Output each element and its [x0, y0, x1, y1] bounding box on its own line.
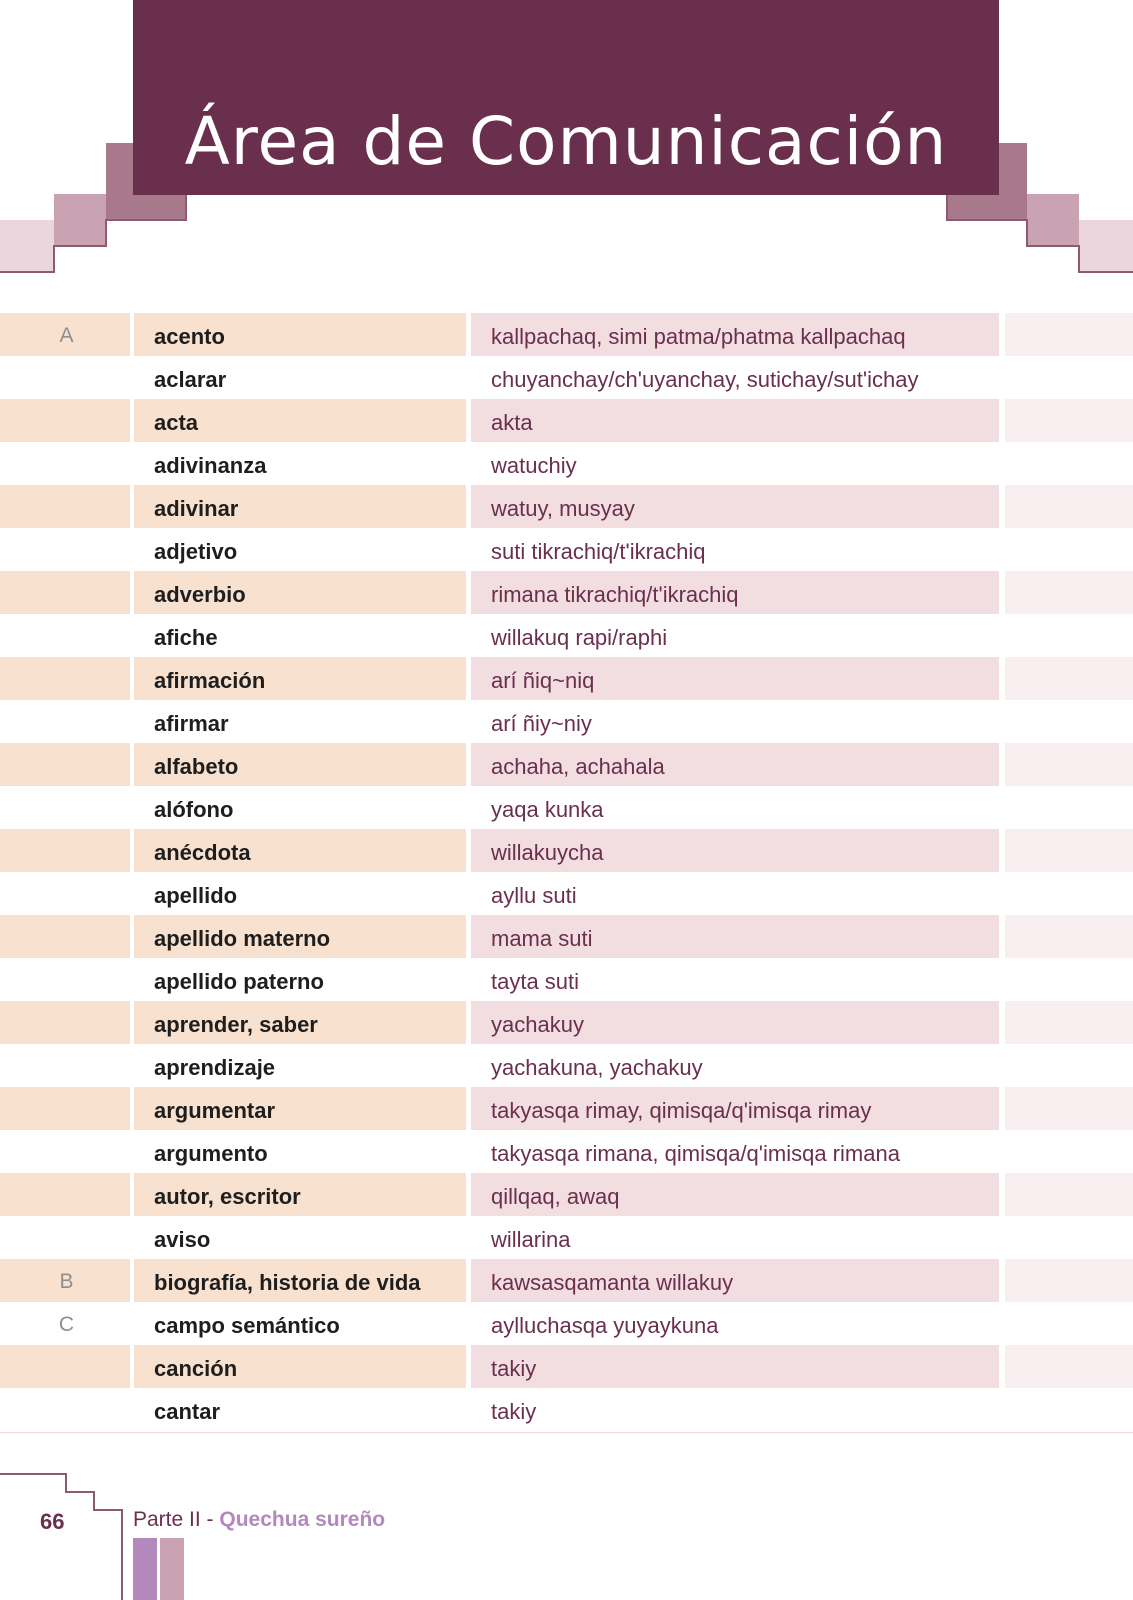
term-cell — [133, 1345, 469, 1388]
cell-gap — [466, 1001, 471, 1044]
letter-cell — [0, 1044, 133, 1087]
table-row — [0, 528, 1133, 571]
spanish-term: canción — [154, 1356, 238, 1381]
table-row — [0, 1130, 1133, 1173]
term-cell — [133, 1044, 469, 1087]
cell-gap — [130, 485, 134, 528]
definition-cell — [469, 1044, 1133, 1087]
table-row — [0, 786, 1133, 829]
term-cell — [133, 1173, 469, 1216]
table-row — [0, 1044, 1133, 1087]
footer-label — [133, 1508, 385, 1532]
table-row — [0, 442, 1133, 485]
term-cell — [133, 571, 469, 614]
quechua-translation: suti tikrachiq/t'ikrachiq — [491, 539, 706, 564]
definition-cell — [469, 571, 1133, 614]
page-number: 66 — [40, 1509, 65, 1534]
term-cell — [133, 915, 469, 958]
definition-cell — [469, 528, 1133, 571]
term-cell — [133, 786, 469, 829]
cell-gap — [130, 1087, 134, 1130]
cell-gap — [466, 829, 471, 872]
letter-cell — [0, 1001, 133, 1044]
table-row — [0, 1001, 1133, 1044]
cell-gap — [466, 1087, 471, 1130]
table-row — [0, 700, 1133, 743]
letter-cell — [0, 657, 133, 700]
glossary-table — [0, 313, 1133, 1431]
letter-cell — [0, 442, 133, 485]
quechua-translation: arí ñiy~niy — [491, 711, 592, 736]
spanish-term: acta — [154, 410, 199, 435]
letter-cell — [0, 1216, 133, 1259]
cell-gap — [130, 1001, 134, 1044]
definition-cell — [469, 958, 1133, 1001]
table-row — [0, 743, 1133, 786]
cell-gap — [466, 743, 471, 786]
quechua-translation: rimana tikrachiq/t'ikrachiq — [491, 582, 739, 607]
spanish-term: campo semántico — [154, 1313, 340, 1338]
definition-cell — [469, 313, 1133, 356]
cell-gap — [130, 571, 134, 614]
table-row — [0, 657, 1133, 700]
spanish-term: alófono — [154, 797, 234, 822]
table-row — [0, 1173, 1133, 1216]
definition-cell — [469, 915, 1133, 958]
quechua-translation: yaqa kunka — [491, 797, 604, 822]
quechua-translation: takiy — [491, 1399, 537, 1424]
header-banner — [133, 0, 999, 195]
definition-cell — [469, 399, 1133, 442]
term-cell — [133, 1259, 469, 1302]
quechua-translation: yachakuna, yachakuy — [491, 1055, 703, 1080]
page-title: Área de Comunicación — [184, 102, 948, 180]
spanish-term: alfabeto — [154, 754, 239, 779]
table-row — [0, 915, 1133, 958]
spanish-term: afirmación — [154, 668, 266, 693]
letter-cell — [0, 700, 133, 743]
table-bottom-rule — [0, 1432, 1133, 1433]
footer-separator: - — [206, 1508, 214, 1531]
definition-cell — [469, 356, 1133, 399]
cell-gap — [466, 313, 471, 356]
letter-cell — [0, 1388, 133, 1431]
letter-cell — [0, 528, 133, 571]
spanish-term: afirmar — [154, 711, 229, 736]
spanish-term: afiche — [154, 625, 218, 650]
quechua-translation: arí ñiq~niq — [491, 668, 595, 693]
cell-gap — [466, 485, 471, 528]
cell-gap — [130, 313, 134, 356]
table-row — [0, 571, 1133, 614]
definition-cell — [469, 700, 1133, 743]
spanish-term: aprendizaje — [154, 1055, 276, 1080]
term-cell — [133, 657, 469, 700]
term-cell — [133, 743, 469, 786]
definition-cell — [469, 872, 1133, 915]
spanish-term: adverbio — [154, 582, 246, 607]
spanish-term: aclarar — [154, 367, 227, 392]
definition-cell — [469, 442, 1133, 485]
cell-gap — [466, 1345, 471, 1388]
term-cell — [133, 442, 469, 485]
term-cell — [133, 614, 469, 657]
definition-cell — [469, 485, 1133, 528]
spanish-term: argumento — [154, 1141, 268, 1166]
term-cell — [133, 1001, 469, 1044]
term-cell — [133, 528, 469, 571]
quechua-translation: watuy, musyay — [491, 496, 635, 521]
cell-gap — [130, 399, 134, 442]
table-row — [0, 1302, 1133, 1345]
table-row — [0, 1259, 1133, 1302]
term-cell — [133, 958, 469, 1001]
letter-cell — [0, 1302, 133, 1345]
footer-section-label: Quechua sureño — [219, 1508, 386, 1531]
table-row — [0, 958, 1133, 1001]
quechua-translation: yachakuy — [491, 1012, 584, 1037]
spanish-term: cantar — [154, 1399, 221, 1424]
letter-cell — [0, 1087, 133, 1130]
table-row — [0, 614, 1133, 657]
quechua-translation: kawsasqamanta willakuy — [491, 1270, 734, 1295]
quechua-translation: aylluchasqa yuyaykuna — [491, 1313, 719, 1338]
table-row — [0, 872, 1133, 915]
spanish-term: apellido materno — [154, 926, 331, 951]
cell-gap — [130, 915, 134, 958]
definition-cell — [469, 1345, 1133, 1388]
spanish-term: acento — [154, 324, 225, 349]
definition-cell — [469, 786, 1133, 829]
quechua-translation: achaha, achahala — [491, 754, 665, 779]
table-row — [0, 1345, 1133, 1388]
definition-cell — [469, 1087, 1133, 1130]
cell-gap — [130, 657, 134, 700]
section-letter: B — [59, 1270, 74, 1293]
definition-cell — [469, 1216, 1133, 1259]
quechua-translation: willakuycha — [491, 840, 604, 865]
cell-gap — [130, 743, 134, 786]
spanish-term: apellido — [154, 883, 238, 908]
table-row — [0, 1388, 1133, 1431]
cell-gap — [130, 1345, 134, 1388]
quechua-translation: takyasqa rimay, qimisqa/q'imisqa rimay — [491, 1098, 872, 1123]
definition-cell — [469, 1173, 1133, 1216]
term-cell — [133, 872, 469, 915]
cell-gap — [130, 1259, 134, 1302]
cell-gap — [466, 915, 471, 958]
table-row — [0, 399, 1133, 442]
table-row — [0, 485, 1133, 528]
letter-cell — [0, 1345, 133, 1388]
quechua-translation: takyasqa rimana, qimisqa/q'imisqa rimana — [491, 1141, 900, 1166]
table-row — [0, 1216, 1133, 1259]
quechua-translation: takiy — [491, 1356, 537, 1381]
definition-cell — [469, 1001, 1133, 1044]
section-letter: C — [58, 1313, 75, 1336]
spanish-term: apellido paterno — [154, 969, 324, 994]
letter-cell — [0, 313, 133, 356]
spanish-term: adjetivo — [154, 539, 238, 564]
definition-cell — [469, 743, 1133, 786]
letter-cell — [0, 1130, 133, 1173]
quechua-translation: mama suti — [491, 926, 593, 951]
letter-cell — [0, 571, 133, 614]
quechua-translation: ayllu suti — [491, 883, 577, 908]
letter-cell — [0, 1173, 133, 1216]
quechua-translation: tayta suti — [491, 969, 580, 994]
term-cell — [133, 313, 469, 356]
spanish-term: biografía, historia de vida — [154, 1270, 421, 1295]
term-cell — [133, 829, 469, 872]
table-row — [0, 313, 1133, 356]
cell-gap — [466, 657, 471, 700]
term-cell — [133, 1087, 469, 1130]
table-row — [0, 1087, 1133, 1130]
footer-part-label: Parte II — [133, 1508, 201, 1531]
letter-cell — [0, 614, 133, 657]
spanish-term: autor, escritor — [154, 1184, 301, 1209]
spanish-term: aviso — [154, 1227, 211, 1252]
term-cell — [133, 1302, 469, 1345]
spanish-term: aprender, saber — [154, 1012, 318, 1037]
quechua-translation: watuchiy — [491, 453, 577, 478]
spanish-term: adivinar — [154, 496, 239, 521]
term-cell — [133, 356, 469, 399]
letter-cell — [0, 786, 133, 829]
definition-cell — [469, 1302, 1133, 1345]
term-cell — [133, 485, 469, 528]
term-cell — [133, 1388, 469, 1431]
footer-decoration — [0, 1470, 200, 1600]
spanish-term: anécdota — [154, 840, 251, 865]
definition-cell — [469, 657, 1133, 700]
cell-gap — [466, 1259, 471, 1302]
letter-cell — [0, 872, 133, 915]
cell-gap — [130, 829, 134, 872]
letter-cell — [0, 915, 133, 958]
definition-cell — [469, 829, 1133, 872]
quechua-translation: willakuq rapi/raphi — [491, 625, 668, 650]
quechua-translation: akta — [491, 410, 533, 435]
definition-cell — [469, 1259, 1133, 1302]
letter-cell — [0, 356, 133, 399]
quechua-translation: willarina — [491, 1227, 571, 1252]
quechua-translation: kallpachaq, simi patma/phatma kallpachaq — [491, 324, 906, 349]
cell-gap — [466, 399, 471, 442]
letter-cell — [0, 1259, 133, 1302]
letter-cell — [0, 399, 133, 442]
cell-gap — [466, 1173, 471, 1216]
definition-cell — [469, 1388, 1133, 1431]
definition-cell — [469, 1130, 1133, 1173]
definition-cell — [469, 614, 1133, 657]
spanish-term: adivinanza — [154, 453, 267, 478]
letter-cell — [0, 485, 133, 528]
term-cell — [133, 700, 469, 743]
section-letter: A — [59, 324, 74, 347]
table-row — [0, 829, 1133, 872]
term-cell — [133, 1216, 469, 1259]
quechua-translation: chuyanchay/ch'uyanchay, sutichay/sut'ichay — [491, 367, 919, 392]
term-cell — [133, 399, 469, 442]
cell-gap — [130, 1173, 134, 1216]
table-row — [0, 356, 1133, 399]
quechua-translation: qillqaq, awaq — [491, 1184, 620, 1209]
term-cell — [133, 1130, 469, 1173]
spanish-term: argumentar — [154, 1098, 276, 1123]
cell-gap — [466, 571, 471, 614]
letter-cell — [0, 829, 133, 872]
letter-cell — [0, 958, 133, 1001]
letter-cell — [0, 743, 133, 786]
